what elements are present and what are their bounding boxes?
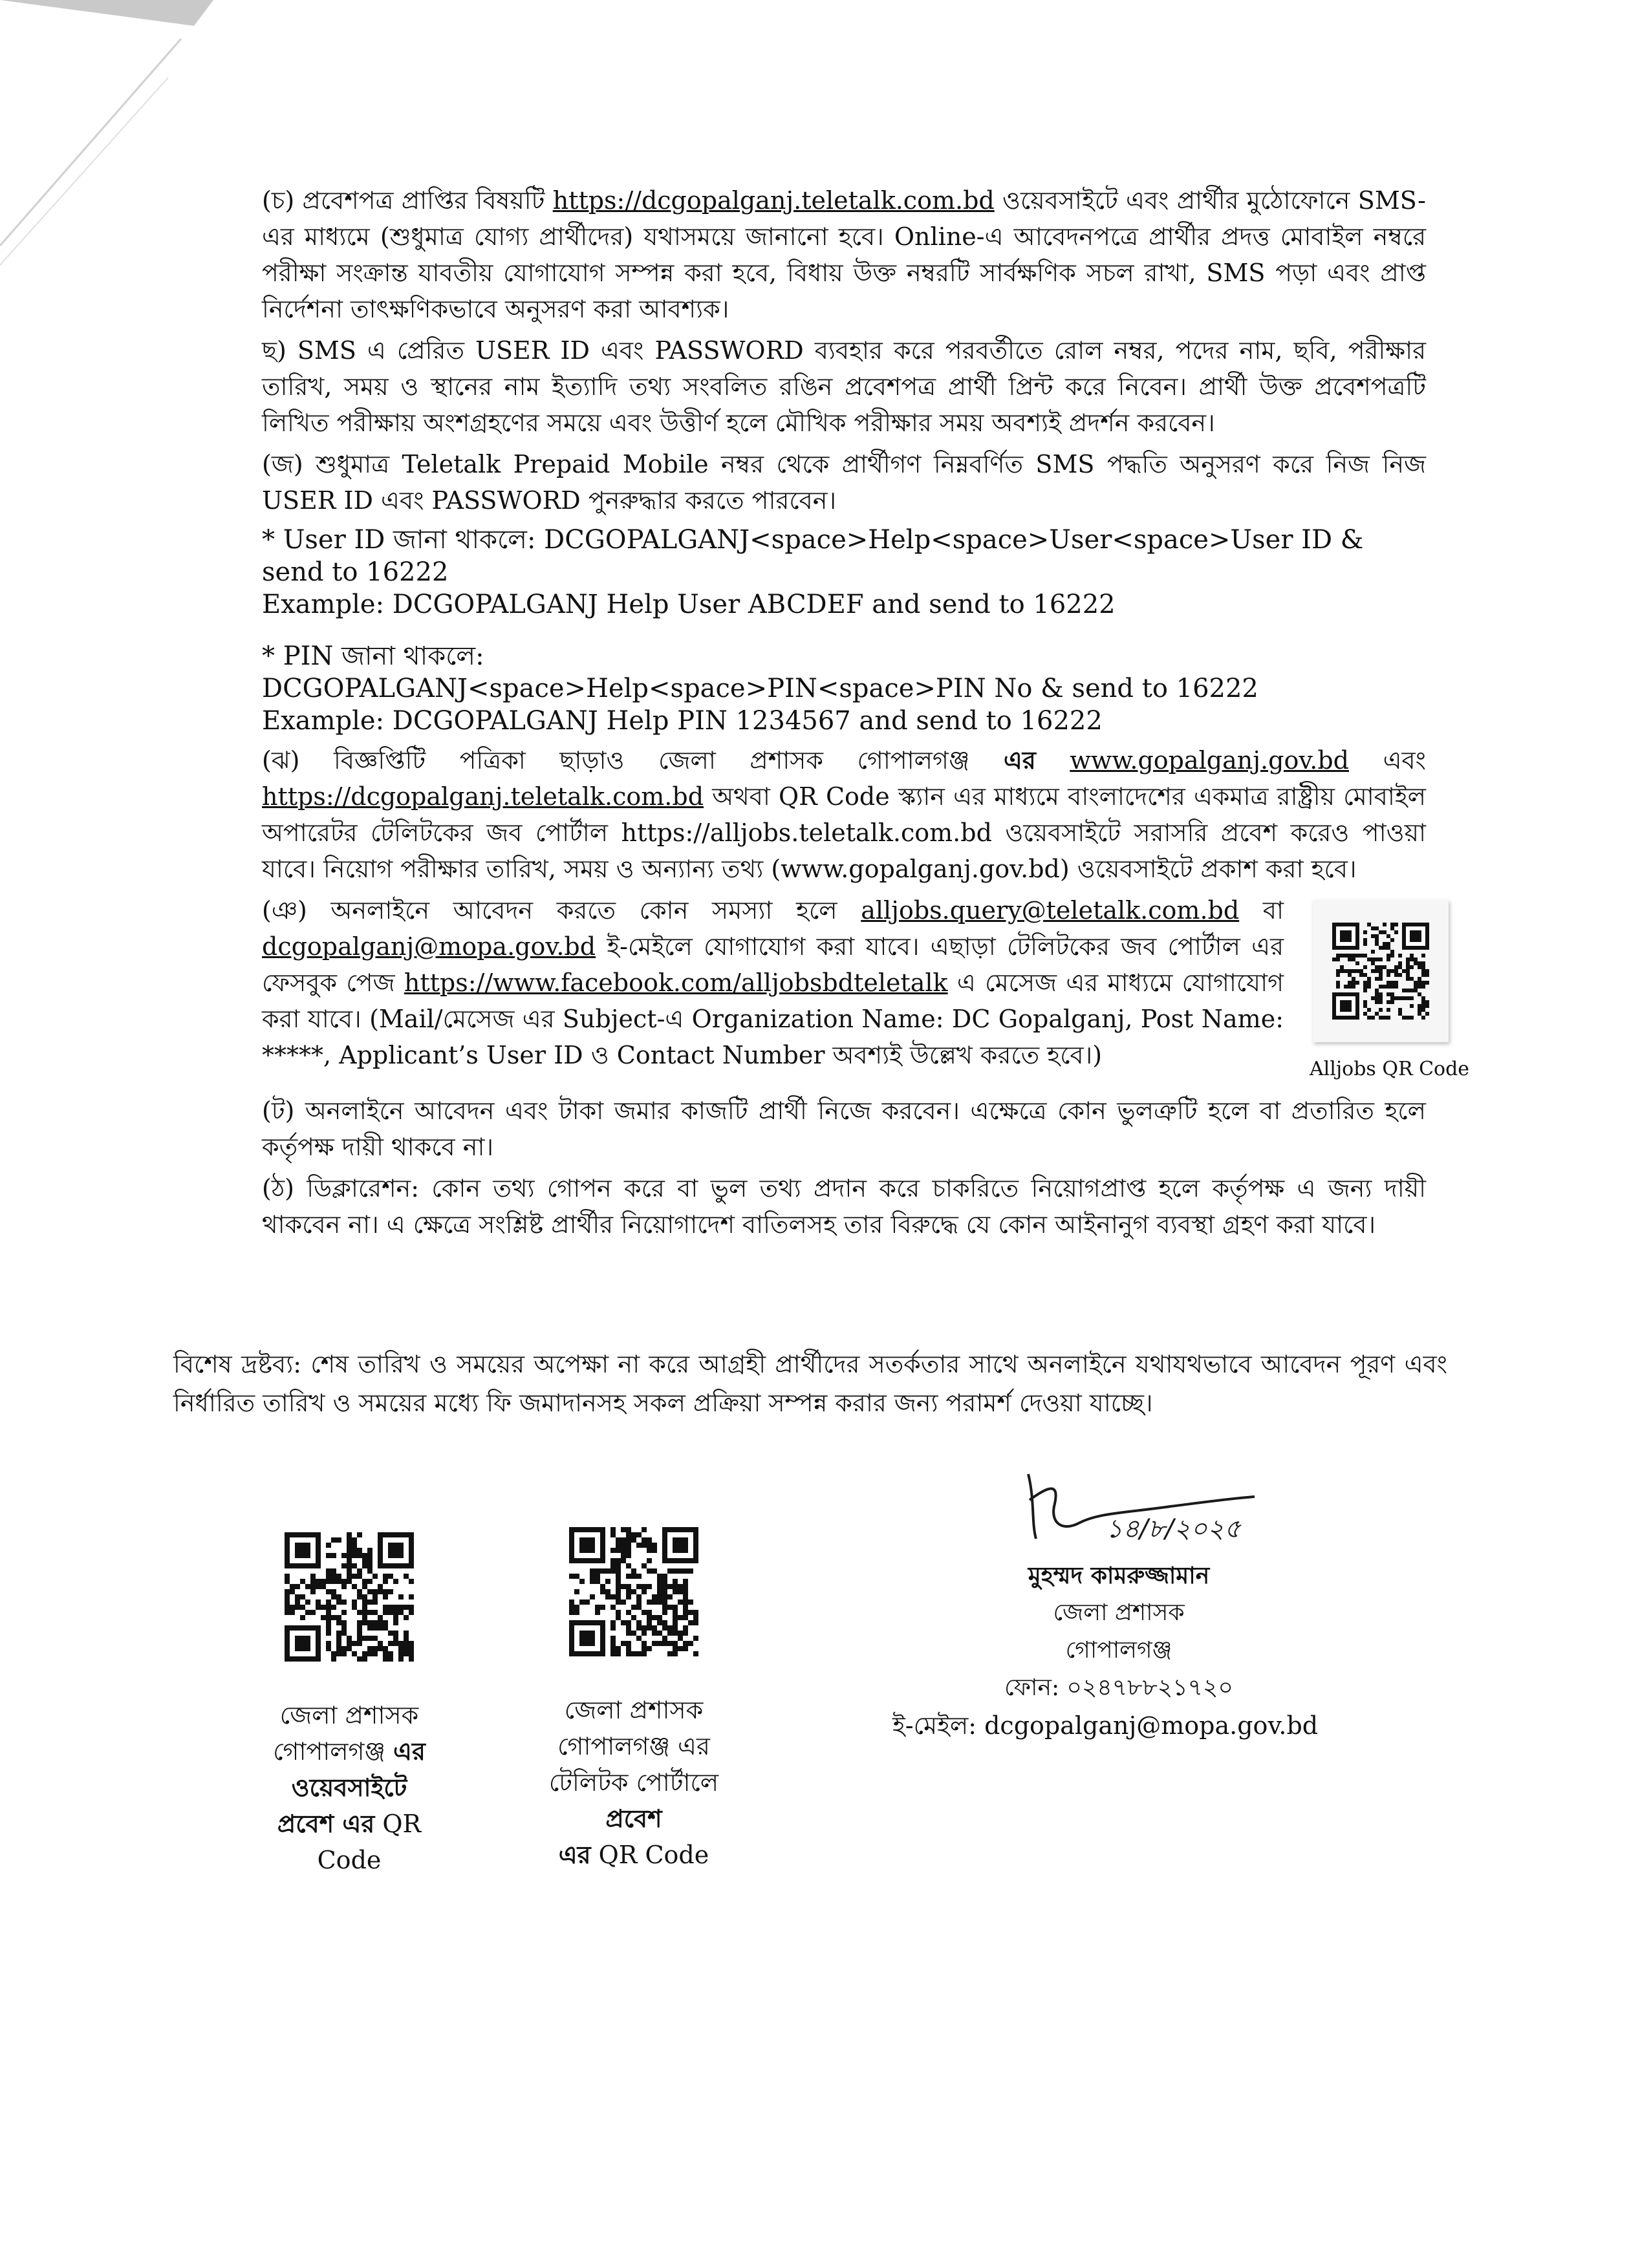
paragraph-ta: (ট) অনলাইনে আবেদন এবং টাকা জমার কাজটি প্রার্থী নিজে করবেন। এক্ষেত্রে কোন ভুলত্রুটি হলে বা প্রতারিত হলে কর্তৃপক্ষ দায়ী থাকবে না। [262,1097,1426,1161]
caption-bold: প্রবেশ [605,1804,662,1833]
paragraph-nya-with-qr [262,892,1470,1087]
caption-line [272,1733,427,1770]
paragraph-chha: ছ) SMS এ প্রেরিত USER ID এবং PASSWORD ব্যবহার করে পরবর্তীতে রোল নম্বর, পদের নাম, ছবি, পরীক্ষার তারিখ, সময় ও স্থানের নাম ইত্যাদি তথ্য সংবলিত রঙিন প্রবেশপত্র প্রার্থী প্রিন্ট করে নিবেন। প্রার্থী উক্ত প্রবেশপত্রটি লিখিত পরীক্ষায় অংশগ্রহণের সময়ে এবং উত্তীর্ণ হলে মৌখিক পরীক্ষার সময় অবশ্যই প্রদর্শন করবেন। [262,336,1426,437]
caption-bold: এর [393,1737,426,1766]
caption-bold: প্রবেশ এর [277,1809,375,1838]
caption-bold: এর [558,1840,591,1869]
text: (চ) প্রবেশপত্র প্রাপ্তির বিষয়টি [262,186,553,215]
signature-date: ১৪/৮/২০২৫ [1106,1514,1241,1544]
teletalk-link-2[interactable]: https://dcgopalganj.teletalk.com.bd [262,782,704,811]
alljobs-qr-caption: Alljobs QR Code [1310,1058,1470,1080]
portal-qr-caption [537,1692,731,1873]
pin-heading: * PIN জানা থাকলে: [262,641,484,671]
teletalk-link[interactable]: https://dcgopalganj.teletalk.com.bd [552,186,995,215]
text: বা [1239,896,1284,925]
text: (ঞ) অনলাইনে আবেদন করতে কোন সমস্যা হলে [262,896,861,925]
userid-format: * User ID জানা থাকলে: DCGOPALGANJ<space>Help<space>User<space>User ID & send to 16222 [262,525,1364,587]
caption-line: জেলা প্রশাসক [564,1696,704,1724]
gopalganj-gov-link[interactable]: www.gopalganj.gov.bd [1070,746,1350,775]
website-qr-block [272,1532,427,1878]
website-qr-code-icon [285,1532,414,1662]
text: ই-মেইলে যোগাযোগ করা যাবে। এছাড়া টেলিটকের জব পোর্টাল এর ফেসবুক পেজ [262,932,1284,997]
caption-text: QR [374,1810,422,1838]
text: এ মেসেজ এর মাধ্যমে যোগাযোগ করা যাবে। (Mail/মেসেজ এর Subject-এ Organization Name: DC Gopalganj, Post Name: *****, Applicant’s User ID ও Contact Number অবশ্যই উল্লেখ করতে হবে।) [262,968,1284,1069]
text: অথবা QR Code স্ক্যান এর মাধ্যমে বাংলাদেশের একমাত্র রাষ্ট্রীয় মোবাইল অপারেটর টেলিটকের জব পোর্টাল https://alljobs.teletalk.com.bd ওয়েবসাইটে সরাসরি প্রবেশ করেও পাওয়া যাবে। নিয়োগ পরীক্ষার তারিখ, সময় ও অন্যান্য তথ্য (www.gopalganj.gov.bd) ওয়েবসাইটে প্রকাশ করা হবে। [262,782,1426,883]
caption-text: গোপালগঞ্জ [273,1737,394,1766]
userid-example: Example: DCGOPALGANJ Help User ABCDEF and send to 16222 [262,590,1116,619]
scan-edge-mark [0,0,259,272]
userid-instructions [262,524,1426,621]
signature-block [892,1461,1345,1744]
officer-phone: ফোন: ০২৪৭৮৮২১৭২০ [1004,1674,1233,1701]
paragraph-jha [262,742,1426,887]
officer-email: ই-মেইল: dcgopalganj@mopa.gov.bd [892,1711,1319,1740]
alljobs-qr-box [1310,892,1470,1087]
caption-line: টেলিটক পোর্টালে [548,1768,719,1797]
officer-name: মুহম্মদ কামরুজ্জামান [1028,1562,1210,1589]
document-body [262,182,1470,1248]
caption-line: Code [317,1846,382,1874]
alljobs-qr-frame [1313,900,1449,1042]
pin-instructions [262,640,1426,737]
caption-bold: ওয়েবসাইটে [291,1773,407,1802]
caption-line [272,1806,427,1842]
facebook-link[interactable]: https://www.facebook.com/alljobsbdteletalk [404,968,948,997]
officer-title: জেলা প্রশাসক [1053,1599,1185,1626]
portal-qr-code-icon [569,1527,698,1656]
caption-line [537,1801,731,1837]
paragraph-cha [262,182,1426,327]
handwritten-signature [892,1461,1345,1545]
bold-text: এর [1003,745,1036,775]
portal-qr-block [537,1527,731,1873]
paragraph-nya [262,892,1310,1073]
paragraph-ja: (জ) শুধুমাত্র Teletalk Prepaid Mobile নম্বর থেকে প্রার্থীগণ নিম্নবর্ণিত SMS পদ্ধতি অনুসরণ করে নিজ নিজ USER ID এবং PASSWORD পুনরুদ্ধার করতে পারবেন। [262,450,1426,515]
caption-line [537,1837,731,1873]
caption-line: গোপালগঞ্জ এর [557,1732,710,1760]
text: (ঝ) বিজ্ঞপ্তিটি পত্রিকা ছাড়াও জেলা প্রশাসক গোপালগঞ্জ [262,746,1004,775]
text: ওয়েবসাইটে এবং প্রার্থীর মুঠোফোনে SMS-এর মাধ্যমে (শুধুমাত্র যোগ্য প্রার্থীদের) যথাসময়ে জানানো হবে। Online-এ আবেদনপত্রে প্রার্থীর প্রদত্ত মোবাইল নম্বরে পরীক্ষা সংক্রান্ত যাবতীয় যোগাযোগ সম্পন্ন করা হবে, বিধায় উক্ত নম্বরটি সার্বক্ষণিক সচল রাখা, SMS পড়া এবং প্রাপ্ত নির্দেশনা তাৎক্ষণিকভাবে অনুসরণ করা আবশ্যক। [262,186,1427,323]
caption-line: জেলা প্রশাসক [279,1701,419,1729]
alljobs-qr-code-icon [1332,923,1429,1020]
caption-text: QR Code [590,1841,709,1869]
caption-line [272,1770,427,1806]
pin-format: DCGOPALGANJ<space>Help<space>PIN<space>PIN No & send to 16222 [262,674,1258,703]
alljobs-query-email[interactable]: alljobs.query@teletalk.com.bd [861,896,1240,925]
officer-district: গোপালগঞ্জ [1065,1637,1172,1664]
dc-email-link[interactable]: dcgopalganj@mopa.gov.bd [262,932,596,961]
text: এবং [1349,746,1426,775]
website-qr-caption [272,1697,427,1878]
special-notice: বিশেষ দ্রষ্টব্য: শেষ তারিখ ও সময়ের অপেক্ষা না করে আগ্রহী প্রার্থীদের সতর্কতার সাথে অনলাইনে যথাযথভাবে আবেদন পূরণ এবং নির্ধারিত তারিখ ও সময়ের মধ্যে ফি জমাদানসহ সকল প্রক্রিয়া সম্পন্ন করার জন্য পরামর্শ দেওয়া যাচ্ছে। [173,1350,1447,1417]
paragraph-tha: (ঠ) ডিক্লারেশন: কোন তথ্য গোপন করে বা ভুল তথ্য প্রদান করে চাকরিতে নিয়োগপ্রাপ্ত হলে কর্তৃপক্ষ এ জন্য দায়ী থাকবেন না। এ ক্ষেত্রে সংশ্লিষ্ট প্রার্থীর নিয়োগাদেশ বাতিলসহ তার বিরুদ্ধে যে কোন আইনানুগ ব্যবস্থা গ্রহণ করা যাবে। [262,1174,1426,1239]
pin-example: Example: DCGOPALGANJ Help PIN 1234567 and send to 16222 [262,706,1103,736]
